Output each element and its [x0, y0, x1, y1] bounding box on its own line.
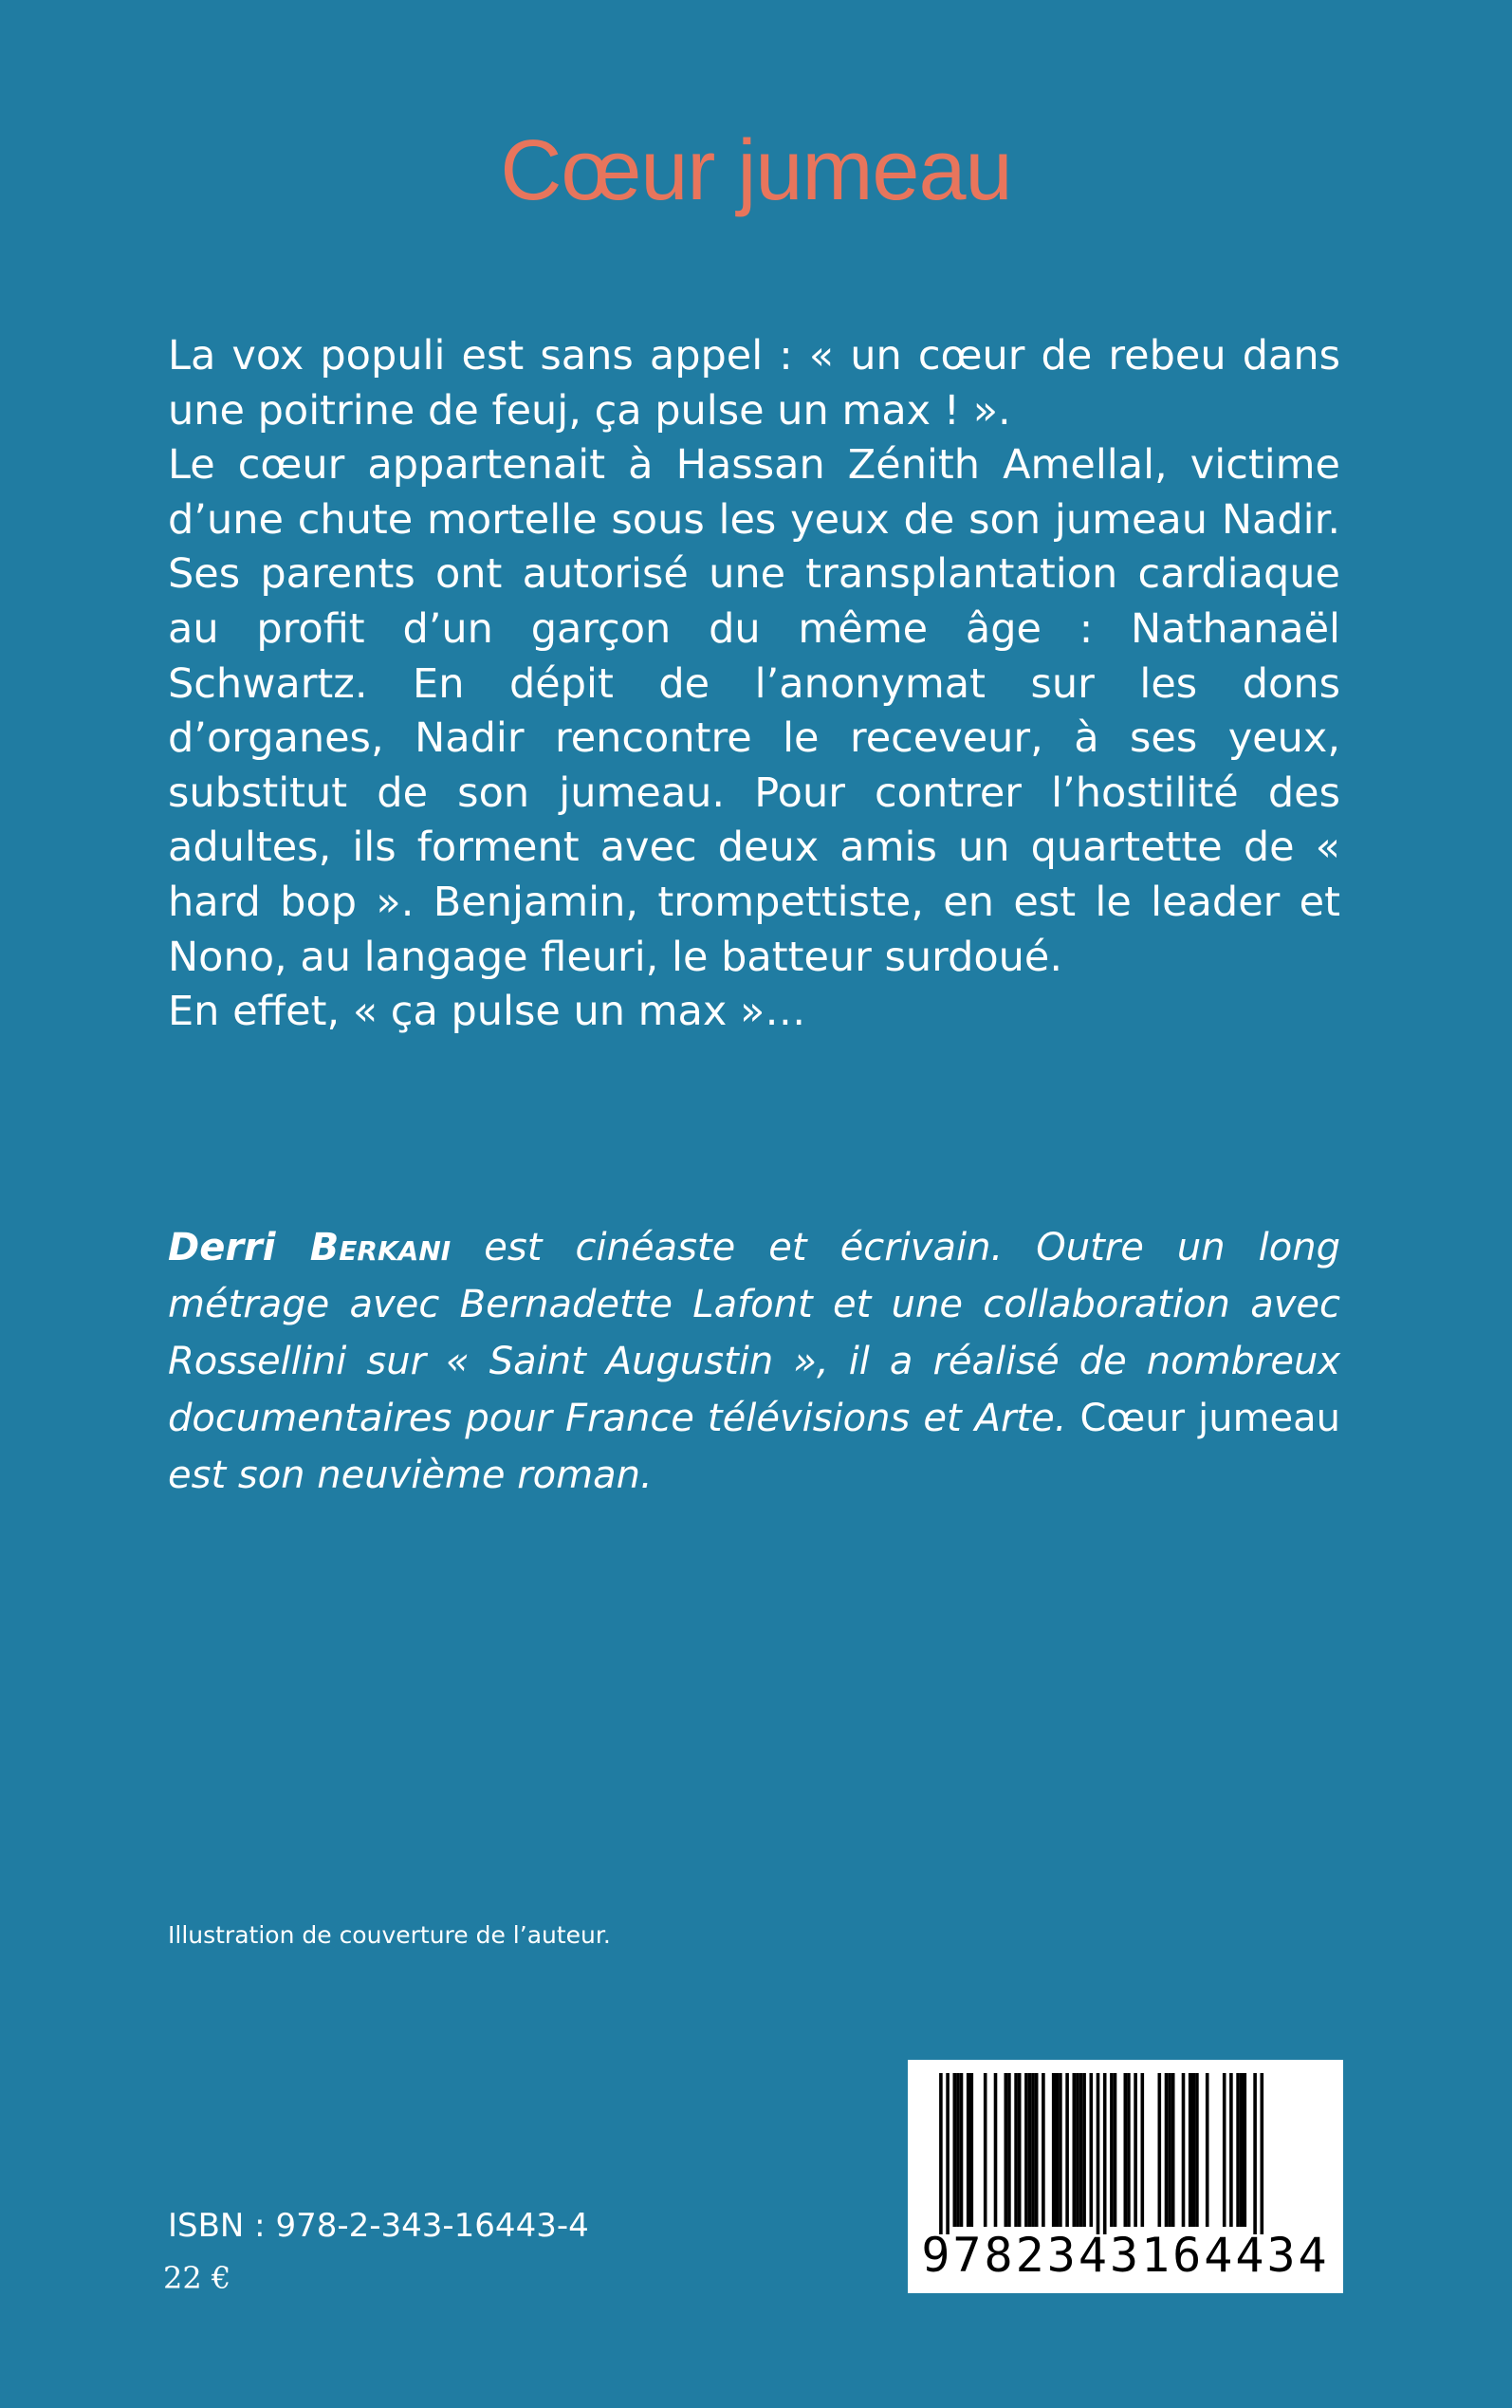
barcode-bar — [1024, 2073, 1028, 2227]
barcode-bar — [994, 2073, 998, 2227]
barcode-bar — [1082, 2073, 1086, 2227]
barcode-bar — [1018, 2073, 1022, 2227]
blurb-paragraph: La vox populi est sans appel : « un cœur de rebeu dans une poitrine de feuj, ça pulse un max ! ». — [168, 332, 1340, 435]
barcode-bar — [1076, 2073, 1079, 2227]
barcode-bar — [1065, 2073, 1069, 2227]
barcode-bar — [1206, 2073, 1209, 2227]
price: 22 € — [163, 2260, 231, 2296]
barcode-bar — [1127, 2073, 1131, 2227]
barcode-bar — [1165, 2073, 1169, 2227]
barcode-bar — [1007, 2073, 1011, 2227]
barcode-bar — [1195, 2073, 1199, 2227]
author-bio — [168, 1219, 1340, 1504]
barcode-bar — [1052, 2073, 1056, 2227]
barcode-bar — [984, 2073, 987, 2227]
barcode-bar — [1168, 2073, 1171, 2227]
author-bio-text: est cinéaste et écrivain. Outre un long métrage avec Bernadette Lafont et une collaboration avec Rossellini sur « Saint Augustin », il a réalisé de nombreux documentaires pour France télévisions et Arte. — [168, 1226, 1340, 1440]
barcode-bar — [967, 2073, 970, 2227]
barcode-bar — [1005, 2073, 1008, 2227]
barcode-bar — [1056, 2073, 1060, 2227]
barcode-bar — [1103, 2073, 1107, 2234]
barcode-bar — [956, 2073, 960, 2227]
barcode-bar — [939, 2073, 943, 2234]
barcode-bar — [1028, 2073, 1032, 2227]
barcode-bar — [1223, 2073, 1226, 2227]
isbn: ISBN : 978-2-343-16443-4 — [168, 2207, 589, 2245]
barcode-bar — [1253, 2073, 1257, 2234]
barcode-bar — [1171, 2073, 1175, 2227]
barcode-bar — [1158, 2073, 1162, 2227]
barcode-bar — [1079, 2073, 1083, 2227]
barcode-bar — [1189, 2073, 1192, 2227]
blurb — [168, 329, 1340, 1040]
barcode-bar — [1014, 2073, 1018, 2227]
barcode — [908, 2060, 1343, 2293]
author-bio-text-end: est son neuvième roman. — [168, 1454, 653, 1497]
author-bio-book-title: Cœur jumeau — [1079, 1397, 1341, 1440]
barcode-bar — [1192, 2073, 1196, 2227]
barcode-bar — [1229, 2073, 1233, 2227]
barcode-bar — [1059, 2073, 1062, 2227]
book-title: Cœur jumeau — [500, 123, 1012, 218]
barcode-bar — [953, 2073, 957, 2227]
illustration-credit: Illustration de couverture de l’auteur. — [168, 1921, 611, 1949]
barcode-bar — [1236, 2073, 1240, 2227]
barcode-bar — [1244, 2073, 1247, 2227]
barcode-bar — [1073, 2073, 1077, 2227]
barcode-bar — [1097, 2073, 1100, 2234]
barcode-bar — [1035, 2073, 1039, 2227]
blurb-paragraph: En effet, « ça pulse un max »… — [168, 988, 806, 1036]
author-name — [168, 1226, 451, 1269]
author-first-name: Derri — [168, 1226, 276, 1269]
barcode-digits: 9782343164434 — [921, 2228, 1330, 2283]
barcode-bar — [1134, 2073, 1137, 2227]
barcode-bar — [1240, 2073, 1244, 2227]
barcode-bar — [946, 2073, 950, 2234]
barcode-bar — [1261, 2073, 1264, 2234]
author-last-name: Berkani — [309, 1226, 452, 1269]
barcode-bar — [1110, 2073, 1114, 2227]
barcode-bar — [1042, 2073, 1045, 2227]
barcode-bar — [970, 2073, 974, 2227]
barcode-bar — [1031, 2073, 1035, 2227]
barcode-bar — [1090, 2073, 1094, 2227]
barcode-bar — [1141, 2073, 1145, 2227]
barcode-bar — [1114, 2073, 1117, 2227]
barcode-bar — [960, 2073, 964, 2227]
barcode-bar — [1124, 2073, 1128, 2227]
blurb-paragraph: Le cœur appartenait à Hassan Zénith Amellal, victime d’une chute mortelle sous les yeux de son jumeau Nadir. Ses parents ont autorisé une transplantation cardiaque au profit d’un garçon du même âge : Nathanaël Schwartz. En dépit de l’anonymat sur les dons d’organes, Nadir rencontre le receveur, à ses yeux, substitut de son jumeau. Pour contrer l’hostilité des adultes, ils forment avec deux amis un quartette de « hard bop ». Benjamin, trompettiste, en est le leader et Nono, au langage fleuri, le batteur surdoué. — [168, 441, 1340, 981]
barcode-bar — [1182, 2073, 1186, 2227]
